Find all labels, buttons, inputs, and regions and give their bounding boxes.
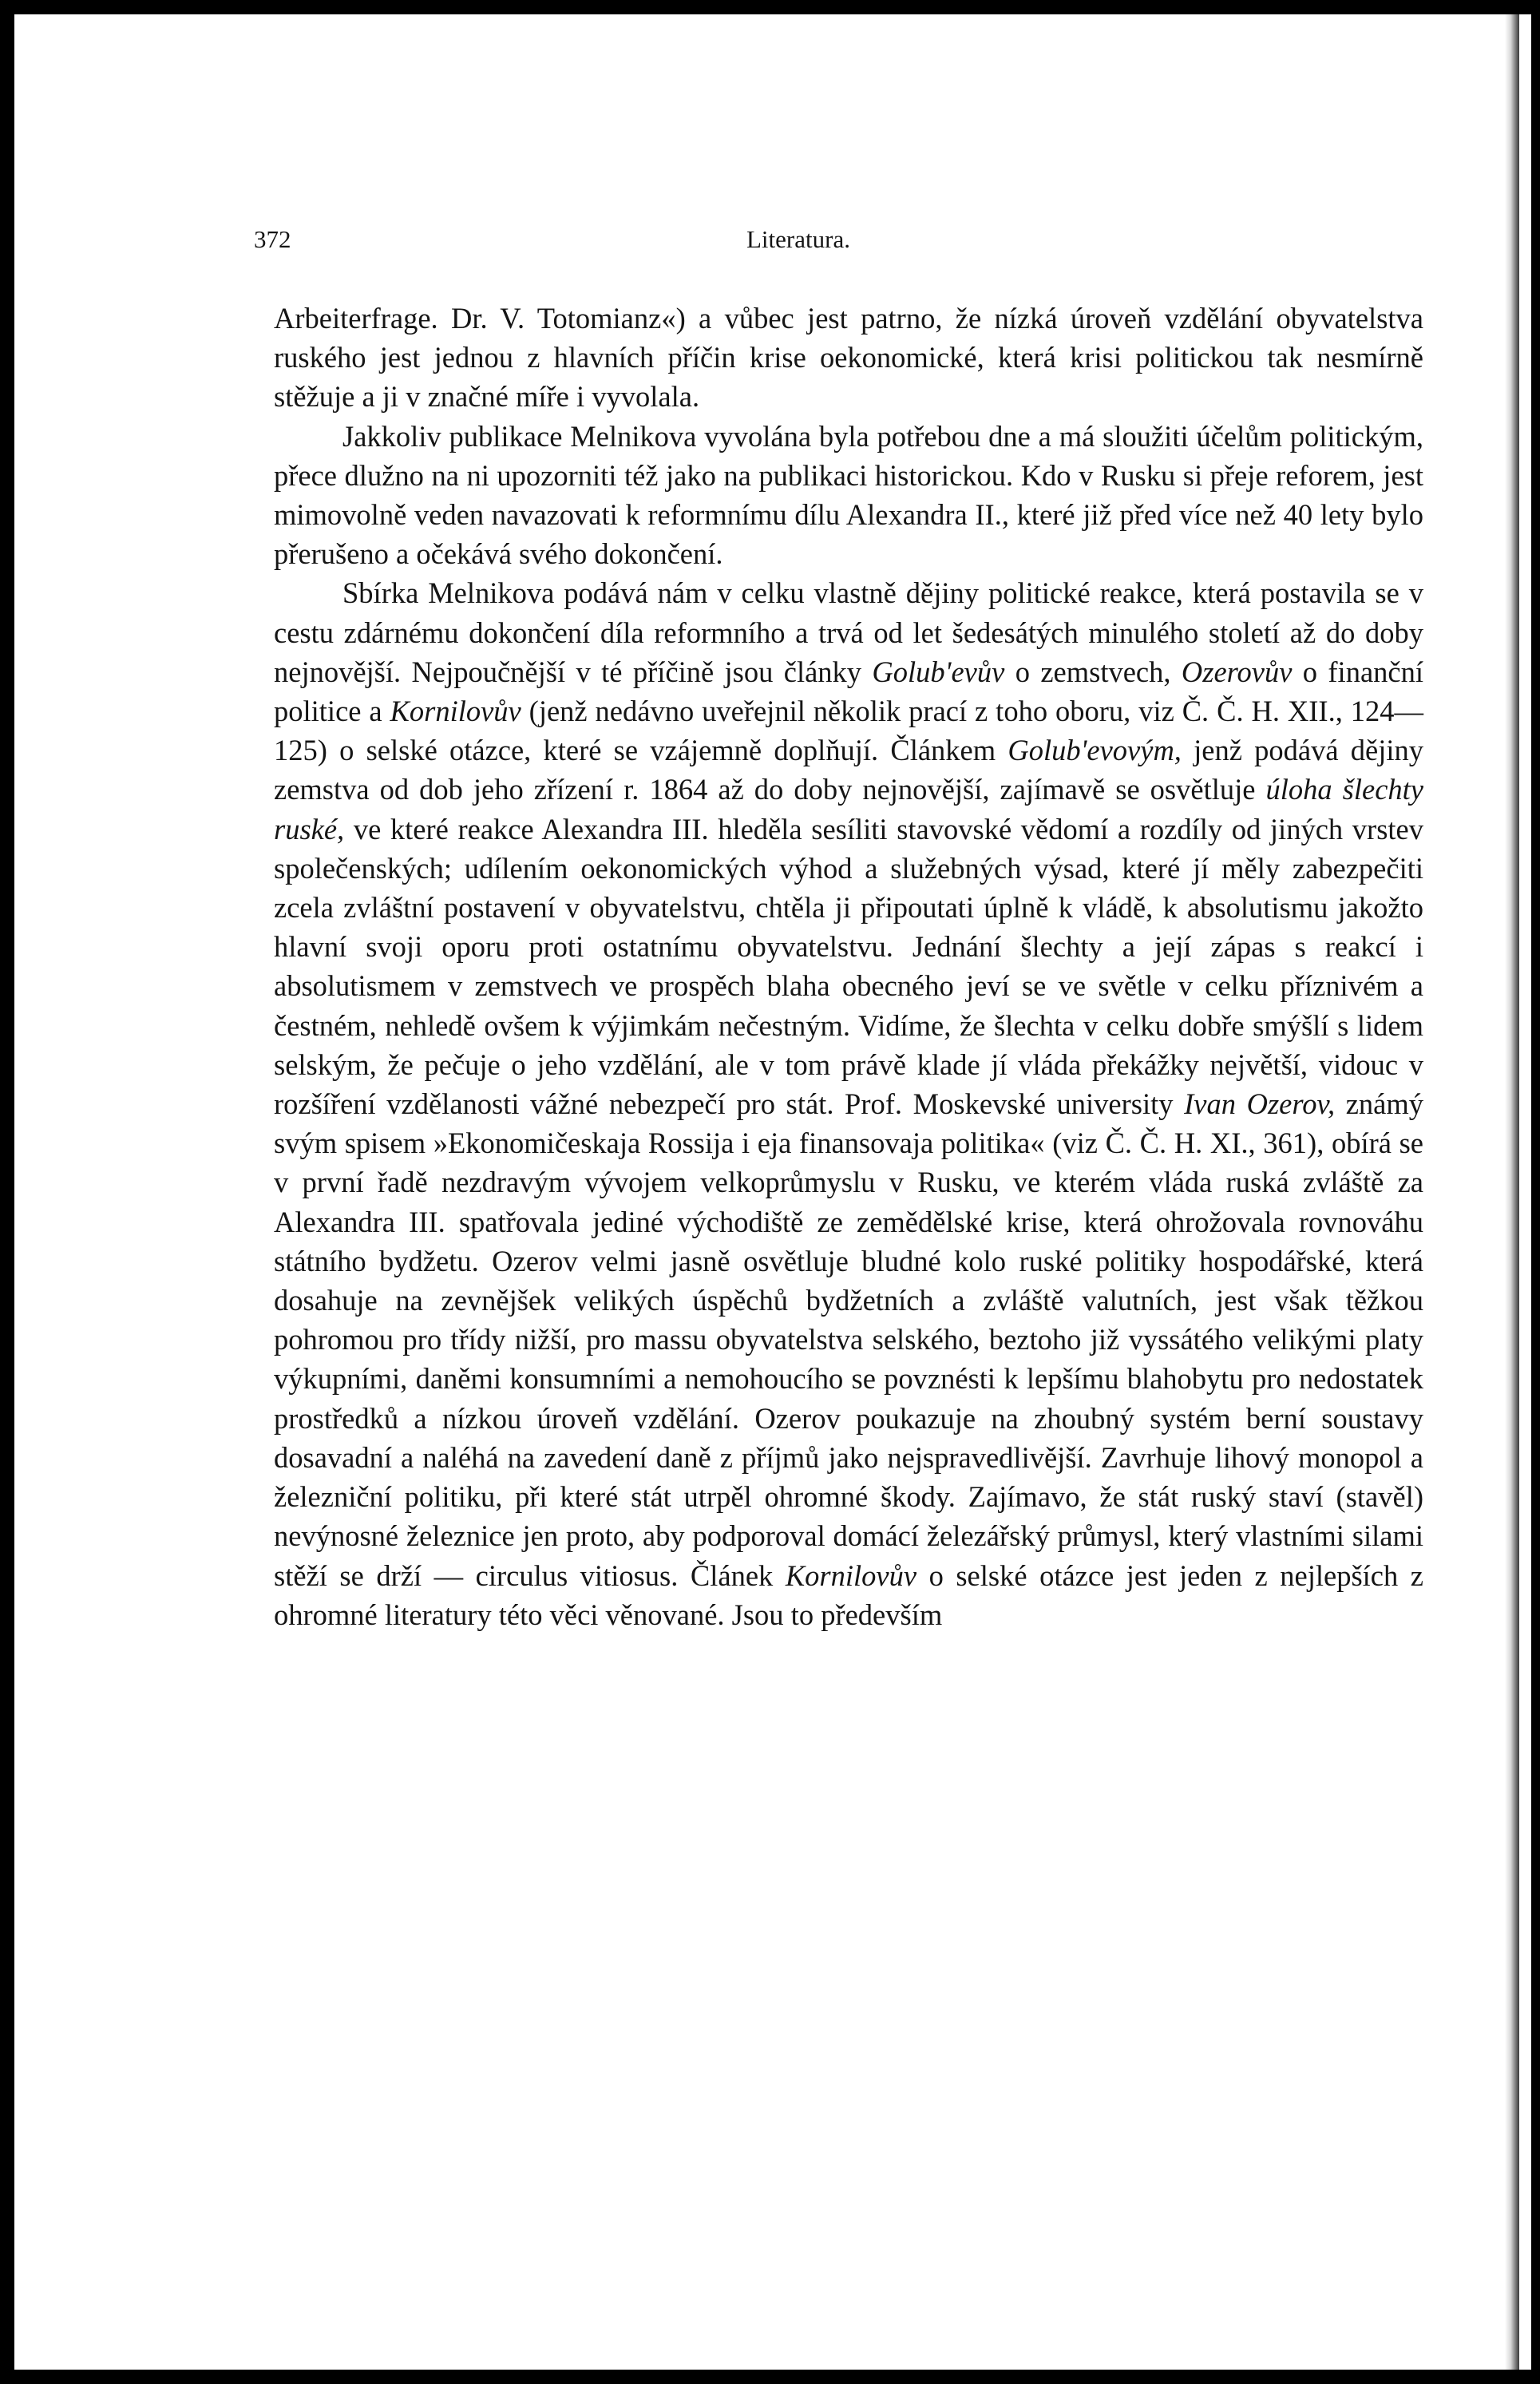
paragraph xyxy=(274,417,1423,574)
italic-name: Kornilovův xyxy=(390,695,521,728)
body-text xyxy=(274,299,1423,1634)
text-run: o zemstvech, xyxy=(1004,655,1182,688)
running-title: Literatura. xyxy=(746,225,850,253)
italic-name: Ivan Ozerov, xyxy=(1184,1087,1336,1121)
text-run: známý svým spisem »Ekonomičeskaja Rossija i eja finansovaja politika« (viz Č. Č. H. XI., 361), obírá se v první řadě nezdravým vývojem velkoprůmyslu v Rusku, ve kterém vláda ruská zvláště za Alexandra III. spatřovala jediné východiště ze zemědělské krise, která ohrožovala rovnováhu státního bydžetu. Ozerov velmi jasně osvětluje bludné kolo ruské politiky hospodářské, která dosahuje na zevnějšek velikých úspěchů bydžetních a zvláště valutních, jest však těžkou pohromou pro třídy nižší, pro massu obyvatelstva selského, beztoho již vyssátého velikými platy výkupními, daněmi konsumními a nemohoucího se povznésti k lepšímu blahobytu pro nedostatek prostředků a nízkou úroveň vzdělání. Ozerov poukazuje na zhoubný systém berní soustavy dosavadní a naléhá na zavedení daně z příjmů jako nejspravedlivější. Zavrhuje lihový monopol a železniční politiku, při které stát utrpěl ohromné škody. Zajímavo, že stát ruský staví (stavěl) nevýnosné železnice jen proto, aby podporoval domácí železářský průmysl, který vlastními silami stěží se drží — circulus vitiosus. Článek xyxy=(274,1087,1423,1592)
text-run: Sbírka Melnikova podává nám v celku vlastně dějiny politické reakce, která postavila se v cestu zdárnému dokončení díla reformního a trvá od let šedesátých minulého století až do doby nejnovější. Nejpoučnější v té příčině jsou články xyxy=(274,576,1423,688)
italic-name: Ozerovův xyxy=(1181,655,1293,688)
running-header xyxy=(254,225,1403,257)
text-run: Jakkoliv publikace Melnikova vyvolána byla potřebou dne a má sloužiti účelům politickým, přece dlužno na ni upozorniti též jako na publikaci historickou. Kdo v Rusku si přeje reforem, jest mimovolně veden navazovati k reformnímu dílu Alexandra II., které již před více než 40 lety bylo přerušeno a očekává svého dokončení. xyxy=(274,419,1423,571)
italic-name: Golub'evův xyxy=(872,655,1005,688)
italic-name: Golub'evovým, xyxy=(1008,734,1182,767)
italic-name: úloha šlechty ruské, xyxy=(274,773,1423,845)
text-run: ve které reakce Alexandra III. hleděla sesíliti stavovské vědomí a rozdíly od jiných vrstev společenských; udílením oekonomických výhod a služebných výsad, které jí měly zabezpečiti zcela zvláštní postavení v obyvatelstvu, chtěla ji připoutati úplně k vládě, k absolutismu jakožto hlavní svoji oporu proti ostatnímu obyvatelstvu. Jednání šlechty a její zápas s reakcí i absolutismem v zemstvech ve prospěch blaha obecného jeví se ve světle v celku příznivém a čestném, nehledě ovšem k výjimkám nečestným. Vidíme, že šlechta v celku dobře smýšlí s lidem selským, že pečuje o jeho vzdělání, ale v tom právě klade jí vláda překážky největší, vidouc v rozšíření vzdělanosti vážné nebezpečí pro stát. Prof. Moskevské university xyxy=(274,812,1423,1121)
text-run: Arbeiterfrage. Dr. V. Totomianz«) a vůbec jest patrno, že nízká úroveň vzdělání obyvatelstva ruského jest jednou z hlavních příčin krise oekonomické, která krisi politickou tak nesmírně stěžuje a ji v značné míře i vyvolala. xyxy=(274,302,1423,414)
text-run: (jenž nedávno uveřejnil několik prací z toho oboru, viz Č. Č. H. XII., 124—125) o selské otázce, které se vzájemně doplňují. Článkem xyxy=(274,695,1423,767)
page-gutter-shadow xyxy=(1505,14,1519,2370)
paragraph xyxy=(274,299,1423,417)
italic-name: Kornilovův xyxy=(785,1558,917,1592)
page-number: 372 xyxy=(254,225,291,253)
text-run: o selské otázce jest jeden z nejlepších z ohromné literatury této věci věnované. Jsou to především xyxy=(274,1558,1423,1631)
text-run: jenž podává dějiny zemstva od dob jeho zřízení r. 1864 až do doby nejnovější, zajímavě se osvětluje xyxy=(274,734,1423,806)
paragraph xyxy=(274,573,1423,1634)
text-run: o finanční politice a xyxy=(274,655,1423,728)
